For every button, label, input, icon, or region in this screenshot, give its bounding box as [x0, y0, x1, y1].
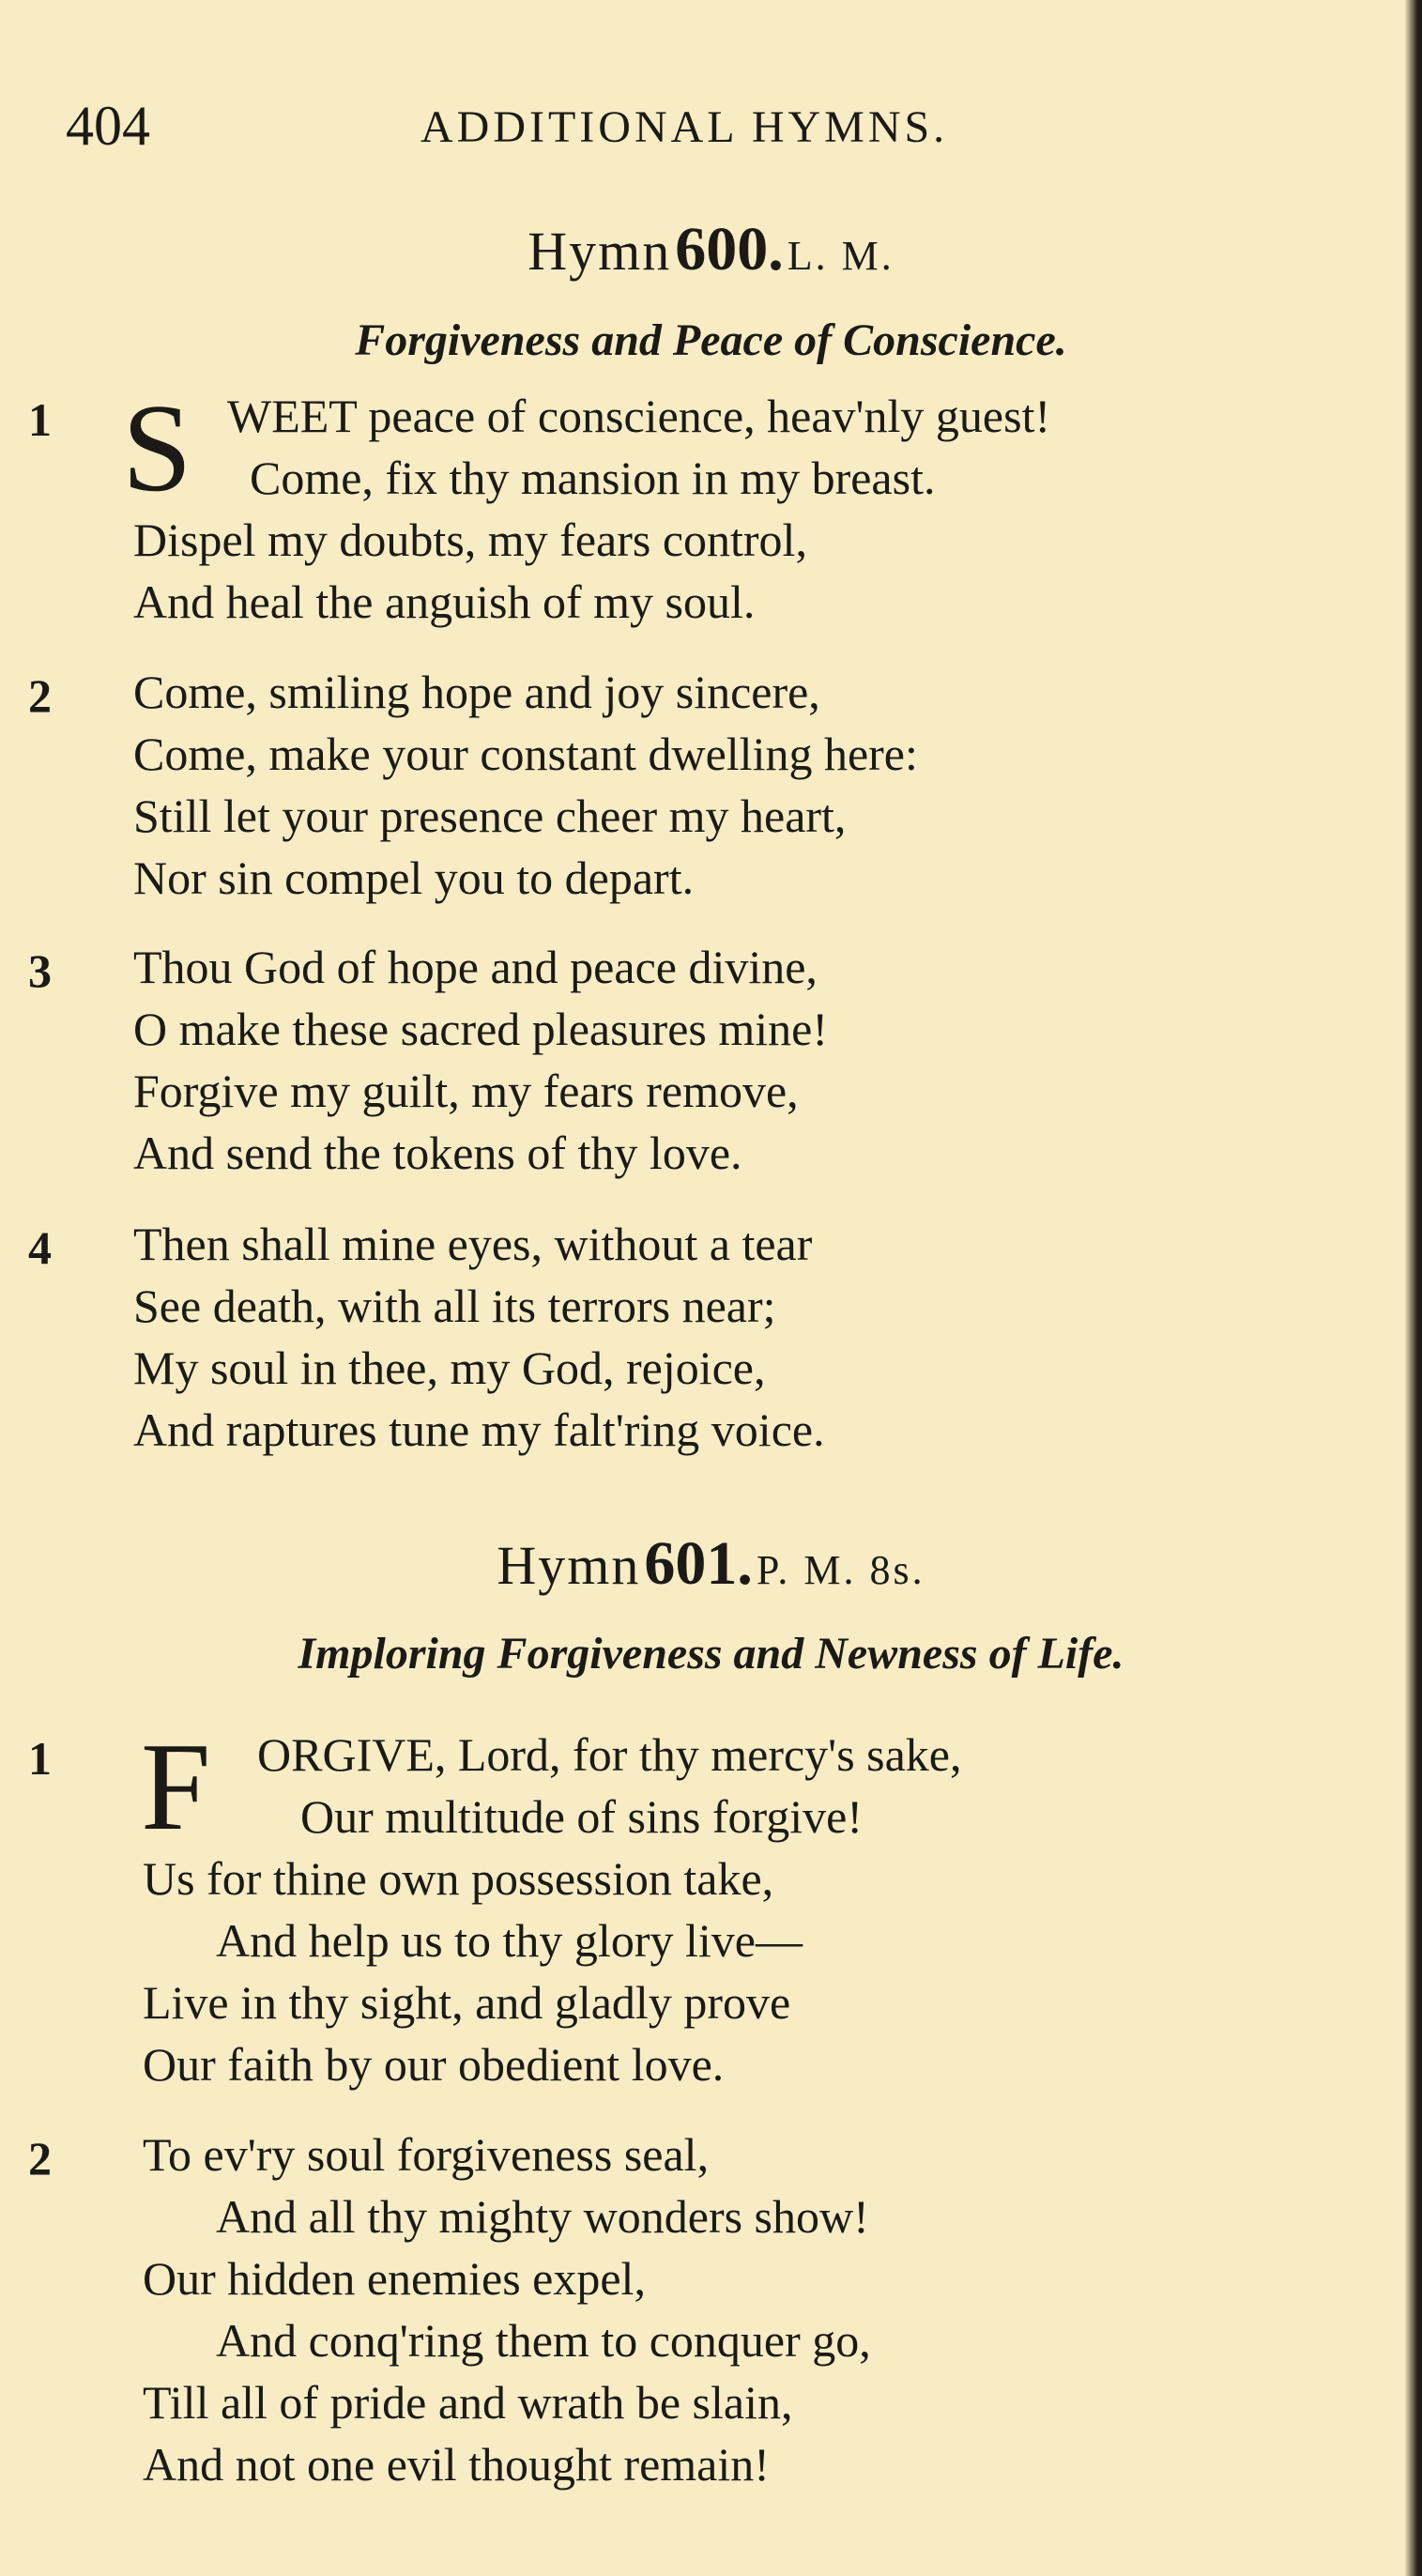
page-number: 404 [66, 95, 150, 157]
drop-cap: S [122, 378, 192, 517]
stanza-number: 2 [28, 2132, 52, 2185]
stanza-line: Still let your presence cheer my heart, [133, 790, 847, 842]
stanza-line: Come, smiling hope and joy sincere, [133, 666, 820, 718]
stanza-line: Then shall mine eyes, without a tear [133, 1218, 813, 1270]
stanza-line: My soul in thee, my God, rejoice, [133, 1342, 766, 1394]
stanza-number: 1 [28, 393, 52, 446]
stanza-number: 1 [28, 1732, 52, 1785]
drop-cap: F [141, 1717, 211, 1856]
stanza-line: Come, fix thy mansion in my breast. [250, 452, 936, 504]
hymn-meter: L. M. [787, 233, 894, 279]
stanza-line: Us for thine own possession take, [143, 1852, 774, 1905]
hymn-600-title: Forgiveness and Peace of Conscience. [355, 315, 1067, 365]
stanza-line: Our multitude of sins forgive! [300, 1790, 863, 1843]
stanza-line: And send the tokens of thy love. [133, 1127, 742, 1179]
stanza-line: Our faith by our obedient love. [143, 2038, 725, 2091]
stanza-line: And all thy mighty wonders show! [216, 2190, 869, 2243]
stanza-line: And raptures tune my falt'ring voice. [133, 1403, 825, 1456]
stanza-line: Till all of pride and wrath be slain, [143, 2376, 793, 2429]
stanza-line: And conq'ring them to conquer go, [216, 2314, 871, 2367]
stanza-line: And heal the anguish of my soul. [133, 575, 756, 628]
stanza-number: 4 [28, 1221, 52, 1274]
stanza-line: Forgive my guilt, my fears remove, [133, 1065, 799, 1117]
stanza-line: Nor sin compel you to depart. [133, 851, 695, 904]
stanza-line: And help us to thy glory live— [216, 1914, 803, 1967]
stanza-line: See death, with all its terrors near; [133, 1280, 776, 1332]
stanza-line: ORGIVE, Lord, for thy mercy's sake, [257, 1728, 962, 1781]
stanza-line: Dispel my doubts, my fears control, [133, 514, 807, 566]
hymn-601-title: Imploring Forgiveness and Newness of Life. [298, 1629, 1124, 1679]
stanza-number: 3 [28, 944, 52, 997]
running-head [66, 94, 1361, 160]
page-edge [1405, 0, 1422, 2576]
stanza-line: Live in thy sight, and gladly prove [143, 1976, 791, 2029]
stanza-line: WEET peace of conscience, heav'nly guest! [227, 390, 1051, 442]
running-head-title: ADDITIONAL HYMNS. [420, 102, 949, 152]
stanza-number: 2 [28, 669, 52, 722]
stanza-line: Our hidden enemies expel, [143, 2252, 646, 2305]
hymn-meter: P. M. 8s. [756, 1547, 925, 1593]
stanza-line: To ev'ry soul forgiveness seal, [143, 2128, 710, 2181]
hymn-number: 601. [644, 1529, 753, 1598]
stanza-line: Thou God of hope and peace divine, [133, 941, 818, 993]
hymn-601-heading [0, 1528, 1422, 1600]
hymn-600-heading [0, 214, 1422, 285]
stanza-line: And not one evil thought remain! [143, 2438, 770, 2491]
hymn-label: Hymn [528, 221, 672, 282]
stanza-line: O make these sacred pleasures mine! [133, 1003, 828, 1055]
hymn-number: 600. [675, 215, 784, 284]
hymn-label: Hymn [497, 1535, 641, 1596]
stanza-line: Come, make your constant dwelling here: [133, 728, 918, 780]
